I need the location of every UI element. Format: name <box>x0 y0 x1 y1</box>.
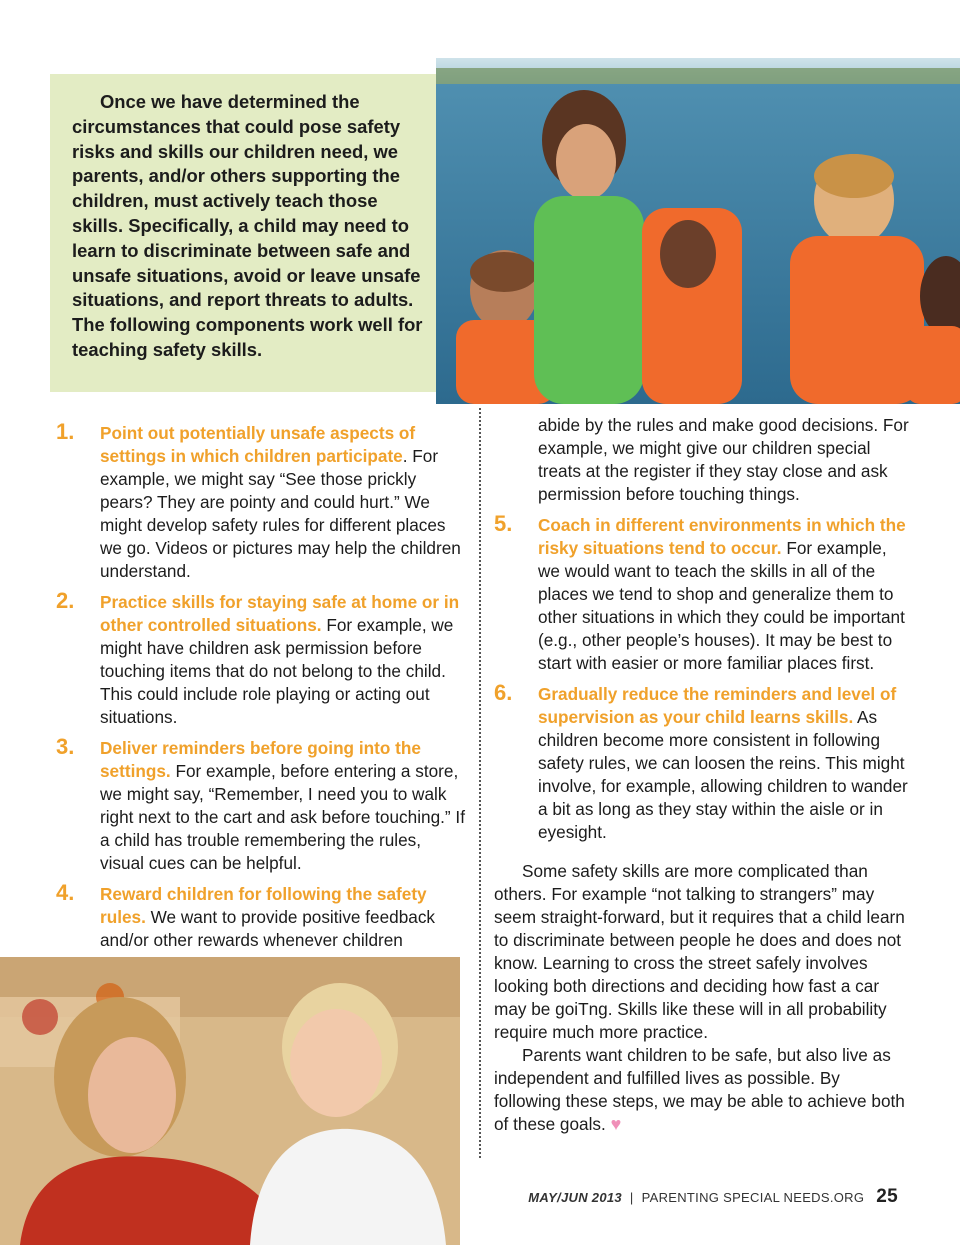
list-item <box>56 880 468 952</box>
item-heading: Gradually reduce the reminders and level of supervision as your child learns skills. <box>538 684 897 727</box>
item-body: We want to provide positive feedback and/or other rewards whenever children <box>100 907 436 950</box>
item-body: As children become more consistent in following safety rules, we can loosen the reins. This might involve, for example, allowing children to wander a bit as long as they stay within the aisle or in eyesight. <box>538 707 908 842</box>
heart-icon: ♥ <box>610 1114 622 1134</box>
list-item <box>56 419 468 583</box>
body-paragraph-final <box>494 1044 910 1136</box>
footer-separator: | <box>629 1190 634 1205</box>
photo-kids-life-vests <box>436 58 960 404</box>
item-body: For example, before entering a store, we might say, “Remember, I need you to walk right next to the cart and ask before touching.” If a child has trouble remembering the rules, visual cues can be helpful. <box>100 761 465 873</box>
page-number: 25 <box>876 1186 898 1207</box>
item-body: . For example, we might say “See those prickly pears? They are pointy and could hurt.” We might develop safety rules for different places we go. Videos or pictures may help the children understand. <box>100 446 461 581</box>
item-body: For example, we might have children ask permission before touching items that do not belong to the child. This could include role playing or acting out situations. <box>100 615 454 727</box>
item-number: 5. <box>494 511 513 536</box>
footer-date: MAY/JUN 2013 <box>528 1190 622 1205</box>
item-number: 4. <box>56 880 75 905</box>
photo-kids-life-vests-image <box>436 58 960 404</box>
list-item <box>494 680 910 844</box>
item-heading: Coach in different environments in which the risky situations tend to occur. <box>538 515 906 558</box>
item-number: 3. <box>56 734 75 759</box>
item-body: For example, we would want to teach the skills in all of the places we tend to shop and generalize them to other situations in which they could be important (e.g., other people’s houses). It may be best to start with easier or more familiar places first. <box>538 538 905 673</box>
page-footer <box>528 1186 898 1208</box>
item-number: 1. <box>56 419 75 444</box>
list-item <box>56 734 468 875</box>
right-column <box>494 414 910 1136</box>
item-number: 2. <box>56 588 75 613</box>
item-heading: Point out potentially unsafe aspects of settings in which children participate <box>100 423 416 466</box>
column-divider <box>479 408 481 1158</box>
item-heading: Deliver reminders before going into the settings. <box>100 738 421 781</box>
body-paragraph: Some safety skills are more complicated than others. For example “not talking to strangers” may seem straight-forward, but it requires that a child learn to discriminate between people he does and does not know. Learning to cross the street safely involves looking both directions and deciding how fast a car may be goiTng. Skills like these will in all probability require much more practice. <box>494 861 905 1042</box>
item-heading: Reward children for following the safety rules. <box>100 884 427 927</box>
intro-box <box>50 74 438 392</box>
left-column <box>56 419 468 952</box>
body-paragraph-text: Parents want children to be safe, but also live as independent and fulfilled lives as possible. By following these steps, we may be able to achieve both of these goals. <box>494 1045 905 1134</box>
list-item <box>494 511 910 675</box>
list-item <box>56 588 468 729</box>
item-heading: Practice skills for staying safe at home or in other controlled situations. <box>100 592 460 635</box>
photo-mother-and-child-image <box>0 957 460 1245</box>
intro-text: Once we have determined the circumstances that could pose safety risks and skills our children need, we parents, and/or others supporting the children, must actively teach those skills. Specifically, a child may need to learn to discriminate between safe and unsafe situations, avoid or leave unsafe situations, and report threats to adults. The following components work well for teaching safety skills. <box>72 91 423 360</box>
photo-mother-and-child <box>0 957 460 1245</box>
item-number: 6. <box>494 680 513 705</box>
item-body-continued: abide by the rules and make good decisions. For example, we might give our children special treats at the register if they stay close and ask permission before touching things. <box>538 415 909 504</box>
list-item-continued <box>494 414 910 506</box>
footer-site: PARENTING SPECIAL NEEDS.ORG <box>641 1190 865 1205</box>
